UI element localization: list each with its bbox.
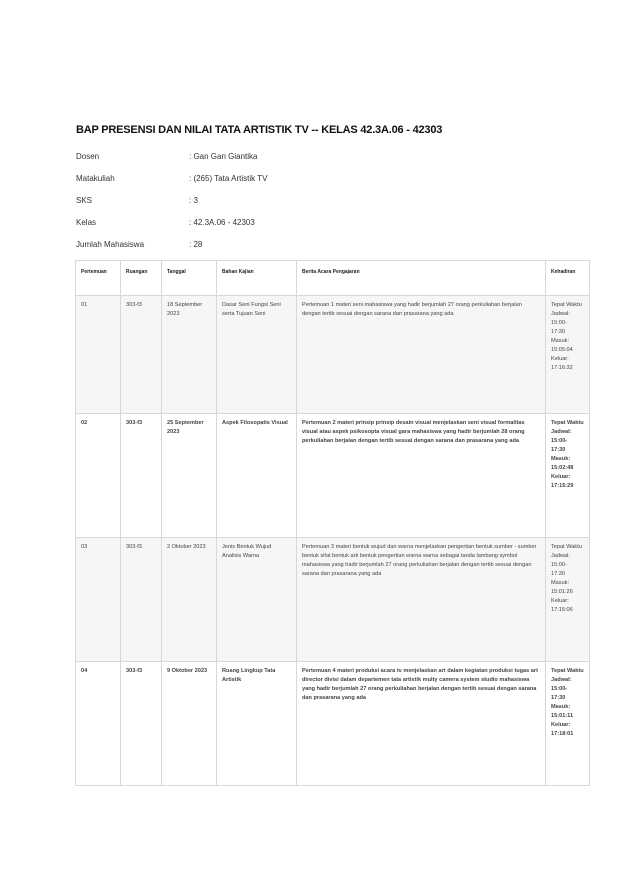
- kehadiran-line: 17:30: [551, 571, 565, 577]
- meta-value: : Gan Gan Giantika: [189, 152, 258, 161]
- document-title: BAP PRESENSI DAN NILAI TATA ARTISTIK TV -- KELAS 42.3A.06 - 42303: [76, 124, 443, 136]
- cell-tanggal: 2 Oktober 2023: [162, 538, 217, 662]
- kehadiran-line: 17:18:01: [551, 731, 574, 737]
- meta-label: Dosen: [76, 152, 100, 161]
- meta-value: : 28: [189, 240, 203, 249]
- meta-value: : (265) Tata Artistik TV: [189, 174, 268, 183]
- kehadiran-line: 15:00-: [551, 562, 567, 568]
- meta-label: Kelas: [76, 218, 97, 227]
- attendance-table: [75, 260, 590, 786]
- kehadiran-line: 15:02:48: [551, 465, 574, 471]
- header-berita-acara: Berita Acara Pengajaran: [297, 261, 546, 296]
- table-row: [76, 296, 590, 414]
- kehadiran-status: Tepat Waktu: [551, 668, 584, 674]
- kehadiran-line: Masuk:: [551, 704, 571, 710]
- kehadiran-line: Keluar:: [551, 722, 571, 728]
- cell-kehadiran: [546, 414, 590, 538]
- kehadiran-status: Tepat Waktu: [551, 544, 582, 550]
- meta-value: : 3: [189, 196, 198, 205]
- cell-ruangan: 303-f3: [121, 296, 162, 414]
- table-row: [76, 414, 590, 538]
- header-kehadiran: Kehadiran: [546, 261, 590, 296]
- cell-tanggal: 25 September 2023: [162, 414, 217, 538]
- header-tanggal: Tanggal: [162, 261, 217, 296]
- cell-pertemuan: 01: [76, 296, 121, 414]
- cell-bahan-kajian: Ruang Lingkup Tata Artistik: [217, 662, 297, 786]
- kehadiran-line: Masuk:: [551, 338, 570, 344]
- cell-pertemuan: 03: [76, 538, 121, 662]
- kehadiran-line: 15:00-: [551, 686, 568, 692]
- kehadiran-line: 17:15:29: [551, 483, 574, 489]
- kehadiran-line: 17:30: [551, 329, 565, 335]
- cell-kehadiran: [546, 538, 590, 662]
- kehadiran-line: Masuk:: [551, 580, 570, 586]
- cell-berita-acara: Pertemuan 3 materi bentuk wujud dan warna menjelaskan pengertian bentuk sumber - sumber bentuk sifat bentuk arti bentuk pengertian warna warna sebagai tanda lambang symbol mahasiswa yang hadir berjumlah 27 orang perkuliahan berjalan dengan tertib sesuai dengan sarana dan prasarana yang ada: [297, 538, 546, 662]
- cell-berita-acara: Pertemuan 1 materi seni mahasiswa yang hadir berjumlah 27 orang perkuliahan berjalan dengan tertib sesuai dengan sarana dan prasarana yang ada: [297, 296, 546, 414]
- header-pertemuan: Pertemuan: [76, 261, 121, 296]
- cell-kehadiran: [546, 296, 590, 414]
- cell-ruangan: 303-f3: [121, 538, 162, 662]
- header-bahan-kajian: Bahan Kajian: [217, 261, 297, 296]
- table-row: [76, 538, 590, 662]
- cell-berita-acara: Pertemuan 4 materi produksi acara tv menjelaskan art dalam kegiatan produksi tugas art director divisi dalam departemen tata artistik multy camera system studio mahasiswa yang hadir berjumlah 27 orang perkuliahan berjalan dengan tertib sesuai dengan sarana dan prasarana yang ada: [297, 662, 546, 786]
- meta-value: : 42.3A.06 - 42303: [189, 218, 255, 227]
- table-row: [76, 662, 590, 786]
- cell-bahan-kajian: Dasar Seni Fungsi Seni serta Tujuan Seni: [217, 296, 297, 414]
- kehadiran-line: Jadwal:: [551, 553, 570, 559]
- cell-tanggal: 9 Oktober 2023: [162, 662, 217, 786]
- header-ruangan: Ruangan: [121, 261, 162, 296]
- kehadiran-line: 15:01:26: [551, 589, 573, 595]
- table-header-row: [76, 261, 590, 296]
- kehadiran-line: Jadwal:: [551, 429, 572, 435]
- cell-ruangan: 303-f3: [121, 414, 162, 538]
- kehadiran-line: Keluar:: [551, 356, 569, 362]
- cell-ruangan: 303-f3: [121, 662, 162, 786]
- cell-berita-acara: Pertemuan 2 materi prinsip prinsip desain visual menjelaskan seni visual formalitas visual atau aspek psikosopta visual gara mahasiswa yang hadir berjumlah 28 orang perkuliahan berjalan dengan tertib sesuai dengan sarana dan prasarana yang ada: [297, 414, 546, 538]
- kehadiran-line: 17:30: [551, 447, 566, 453]
- kehadiran-line: 15:05:04: [551, 347, 573, 353]
- cell-pertemuan: 04: [76, 662, 121, 786]
- kehadiran-line: 15:00-: [551, 438, 568, 444]
- kehadiran-line: Jadwal:: [551, 311, 570, 317]
- kehadiran-status: Tepat Waktu: [551, 302, 582, 308]
- kehadiran-line: 17:15:06: [551, 607, 573, 613]
- kehadiran-line: Keluar:: [551, 598, 569, 604]
- cell-kehadiran: [546, 662, 590, 786]
- kehadiran-line: Jadwal:: [551, 677, 572, 683]
- kehadiran-line: Keluar:: [551, 474, 571, 480]
- meta-label: Jumlah Mahasiswa: [76, 240, 145, 249]
- kehadiran-line: 17:30: [551, 695, 566, 701]
- kehadiran-line: 17:16:32: [551, 365, 573, 371]
- cell-tanggal: 18 September 2023: [162, 296, 217, 414]
- cell-bahan-kajian: Aspek Filosopatis Visual: [217, 414, 297, 538]
- meta-label: SKS: [76, 196, 93, 205]
- kehadiran-line: Masuk:: [551, 456, 571, 462]
- kehadiran-status: Tepat Waktu: [551, 420, 584, 426]
- kehadiran-line: 15:00-: [551, 320, 567, 326]
- cell-bahan-kajian: Jenis Bentuk Wujud Analisis Warna: [217, 538, 297, 662]
- kehadiran-line: 15:01:11: [551, 713, 574, 719]
- cell-pertemuan: 02: [76, 414, 121, 538]
- meta-label: Matakuliah: [76, 174, 115, 183]
